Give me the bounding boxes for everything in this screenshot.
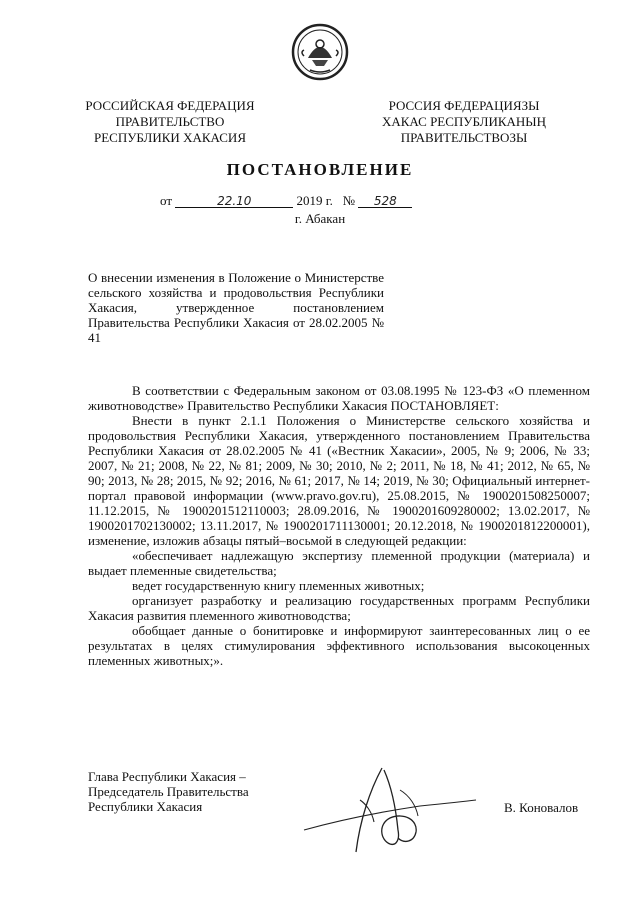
signatory-position xyxy=(88,769,288,814)
header-right-line-1: РОССИЯ ФЕДЕРАЦИЯЗЫ xyxy=(388,98,540,113)
preamble-paragraph: В соответствии с Федеральным законом от 03.08.1995 № 123-ФЗ «О племенном животноводстве» Правительство Республики Хакасия ПОСТАНОВЛЯЕТ: xyxy=(88,383,590,413)
document-subject: О внесении изменения в Положение о Министерстве сельского хозяйства и продовольствия Республики Хакасия, утвержденное постановлением Правительства Республики Хакасия от 28.02.2005 № 41 xyxy=(88,270,384,345)
header-right-line-2: ХАКАС РЕСПУБЛИКАНЫҢ xyxy=(381,114,547,129)
date-prefix: от xyxy=(160,193,173,208)
position-line-2: Председатель Правительства xyxy=(88,784,249,799)
item-paragraph-1: «обеспечивает надлежащую экспертизу племенной продукции (материала) и выдает племенные свидетельства; xyxy=(88,548,590,578)
header-khakas xyxy=(372,98,556,146)
item-paragraph-3: организует разработку и реализацию государственных программ Республики Хакасия развития племенного животноводства; xyxy=(88,593,590,623)
city: г. Абакан xyxy=(294,211,346,226)
date-line xyxy=(160,193,412,209)
position-line-1: Глава Республики Хакасия – xyxy=(88,769,246,784)
item-paragraph-4: обобщает данные о бонитировке и информируют заинтересованных лиц о ее результатах в целях стимулирования эффективного использования высокоценных племенных животных;». xyxy=(88,623,590,668)
main-paragraph: Внести в пункт 2.1.1 Положения о Министерстве сельского хозяйства и продовольствия Республики Хакасия, утвержденного постановлением Правительства Республики Хакасия от 28.02.2005 № 41 («Вестник Хакасии», 2005, № 9; 2006, № 33; 2007, № 21; 2008, № 22, № 81; 2009, № 30; 2010, № 2; 2011, № 18, № 41; 2012, № 65, № 90; 2013, № 28; 2015, № 92; 2016, № 61; 2017, № 14; 2019, № 30; Официальный интернет-портал правовой информации (www.pravo.gov.ru), 25.08.2015, № 1900201508250007; 11.12.2015, № 1900201512110003; 28.09.2016, № 1900201609280002; 13.02.2017, № 1900201702130002; 13.11.2017, № 1900201711130001; 20.12.2018, № 1900201812200001), изменение, изложив абзацы пятый–восьмой в следующей редакции: xyxy=(88,413,590,548)
header-left-line-1: РОССИЙСКАЯ ФЕДЕРАЦИЯ xyxy=(85,98,255,113)
document-title: ПОСТАНОВЛЕНИЕ xyxy=(226,160,414,179)
document-body xyxy=(88,383,590,668)
signatory-name: В. Коновалов xyxy=(504,800,579,815)
header-left-line-3: РЕСПУБЛИКИ ХАКАСИЯ xyxy=(93,130,246,145)
handwritten-signature xyxy=(300,760,480,860)
coat-of-arms-emblem xyxy=(290,22,350,82)
number-sign: № xyxy=(342,193,356,208)
header-left-line-2: ПРАВИТЕЛЬСТВО xyxy=(115,114,225,129)
item-paragraph-2: ведет государственную книгу племенных животных; xyxy=(132,578,425,593)
year: 2019 г. xyxy=(296,193,333,208)
number-handwritten: 528 xyxy=(358,193,412,208)
position-line-3: Республики Хакасия xyxy=(88,799,203,814)
header-russian xyxy=(80,98,260,146)
header-right-line-3: ПРАВИТЕЛЬСТВОЗЫ xyxy=(400,130,528,145)
date-handwritten: 22.10 xyxy=(175,193,293,208)
